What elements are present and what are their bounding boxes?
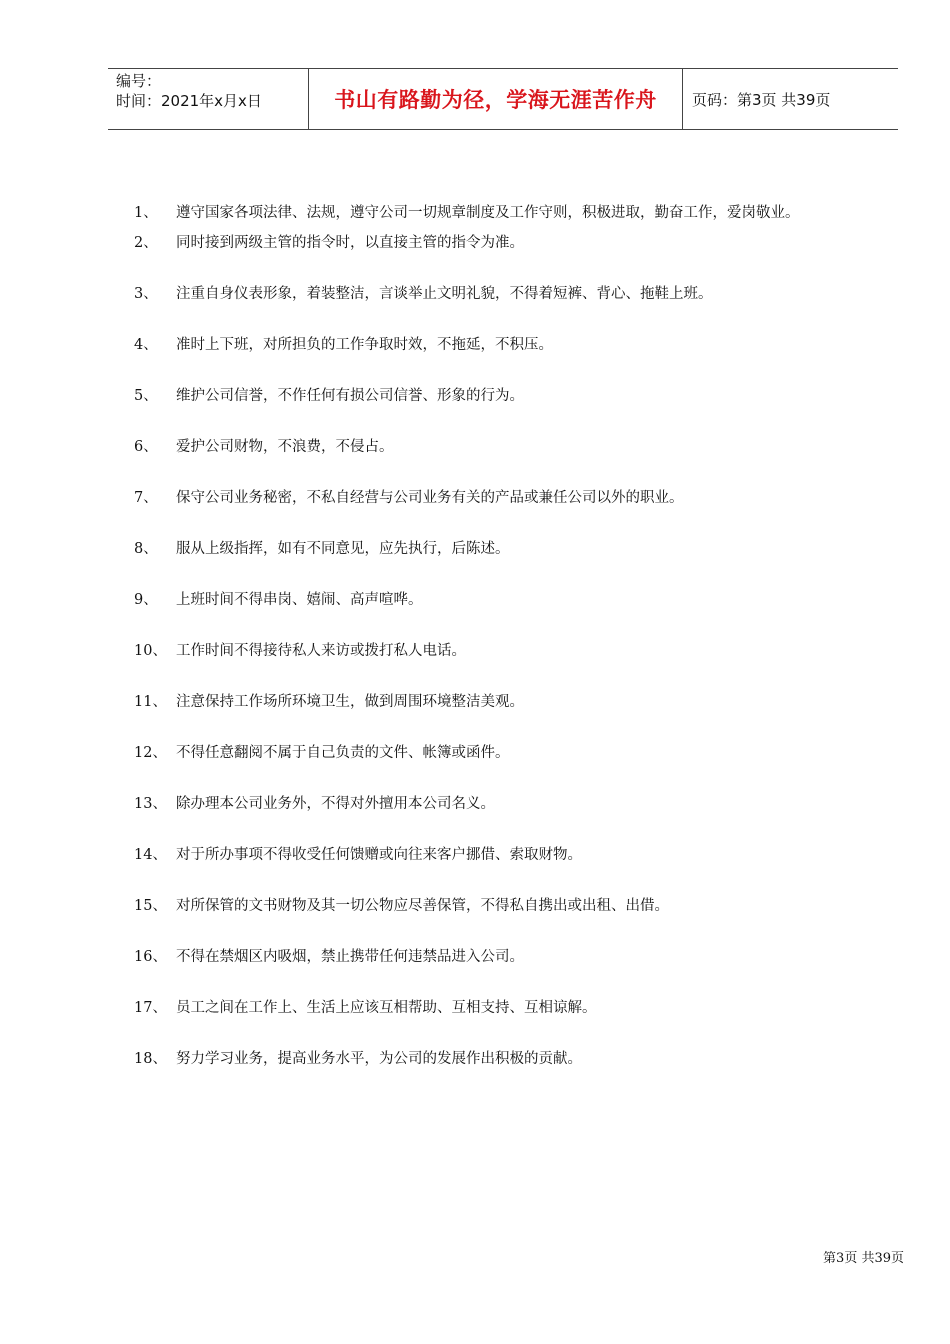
rule-number: 2、 (134, 235, 158, 251)
rule-text: 对于所办事项不得收受任何馈赠或向往来客户挪借、索取财物。 (176, 847, 582, 863)
rule-text: 工作时间不得接待私人来访或拨打私人电话。 (176, 643, 466, 659)
rule-text: 上班时间不得串岗、嬉闹、高声喧哗。 (176, 592, 423, 608)
rule-number: 12、 (134, 745, 167, 761)
date-label: 时间：2021年x月x日 (116, 92, 262, 110)
rule-number: 18、 (134, 1051, 167, 1067)
rule-text: 不得任意翻阅不属于自己负责的文件、帐簿或函件。 (176, 745, 510, 761)
rule-number: 13、 (134, 796, 167, 812)
rule-number: 15、 (134, 898, 167, 914)
rule-text: 员工之间在工作上、生活上应该互相帮助、互相支持、互相谅解。 (176, 1000, 597, 1016)
rule-number: 7、 (134, 490, 158, 506)
rule-number: 4、 (134, 337, 158, 353)
rule-text: 准时上下班，对所担负的工作争取时效，不拖延，不积压。 (176, 337, 553, 353)
rule-text: 注重自身仪表形象，着装整洁，言谈举止文明礼貌，不得着短裤、背心、拖鞋上班。 (176, 286, 713, 302)
rule-text: 对所保管的文书财物及其一切公物应尽善保管，不得私自携出或出租、出借。 (176, 898, 669, 914)
rule-number: 10、 (134, 643, 167, 659)
serial-number-label: 编号： (116, 72, 162, 90)
rule-text: 服从上级指挥，如有不同意见，应先执行，后陈述。 (176, 541, 510, 557)
rule-number: 11、 (134, 694, 167, 710)
rule-number: 5、 (134, 388, 158, 404)
rule-number: 1、 (134, 205, 158, 221)
rule-number: 8、 (134, 541, 158, 557)
rule-text: 不得在禁烟区内吸烟，禁止携带任何违禁品进入公司。 (176, 949, 524, 965)
rule-text: 除办理本公司业务外，不得对外擅用本公司名义。 (176, 796, 495, 812)
footer-page-number: 第3页 共39页 (823, 1251, 904, 1266)
rule-text: 同时接到两级主管的指令时，以直接主管的指令为准。 (176, 235, 524, 251)
rule-number: 3、 (134, 286, 158, 302)
header-page-number: 页码：第3页 共39页 (692, 90, 831, 109)
rule-text: 保守公司业务秘密，不私自经营与公司业务有关的产品或兼任公司以外的职业。 (176, 490, 684, 506)
rule-number: 6、 (134, 439, 158, 455)
rule-text: 注意保持工作场所环境卫生，做到周围环境整洁美观。 (176, 694, 524, 710)
rule-text: 遵守国家各项法律、法规，遵守公司一切规章制度及工作守则，积极进取，勤奋工作，爱岗敬业。 (176, 205, 800, 221)
rule-text: 努力学习业务，提高业务水平，为公司的发展作出积极的贡献。 (176, 1051, 582, 1067)
rule-number: 14、 (134, 847, 167, 863)
rule-number: 9、 (134, 592, 158, 608)
rule-number: 16、 (134, 949, 167, 965)
rule-text: 爱护公司财物，不浪费，不侵占。 (176, 439, 394, 455)
rule-number: 17、 (134, 1000, 167, 1016)
rule-text: 维护公司信誉，不作任何有损公司信誉、形象的行为。 (176, 388, 524, 404)
header-motto: 书山有路勤为径，学海无涯苦作舟 (334, 88, 657, 112)
